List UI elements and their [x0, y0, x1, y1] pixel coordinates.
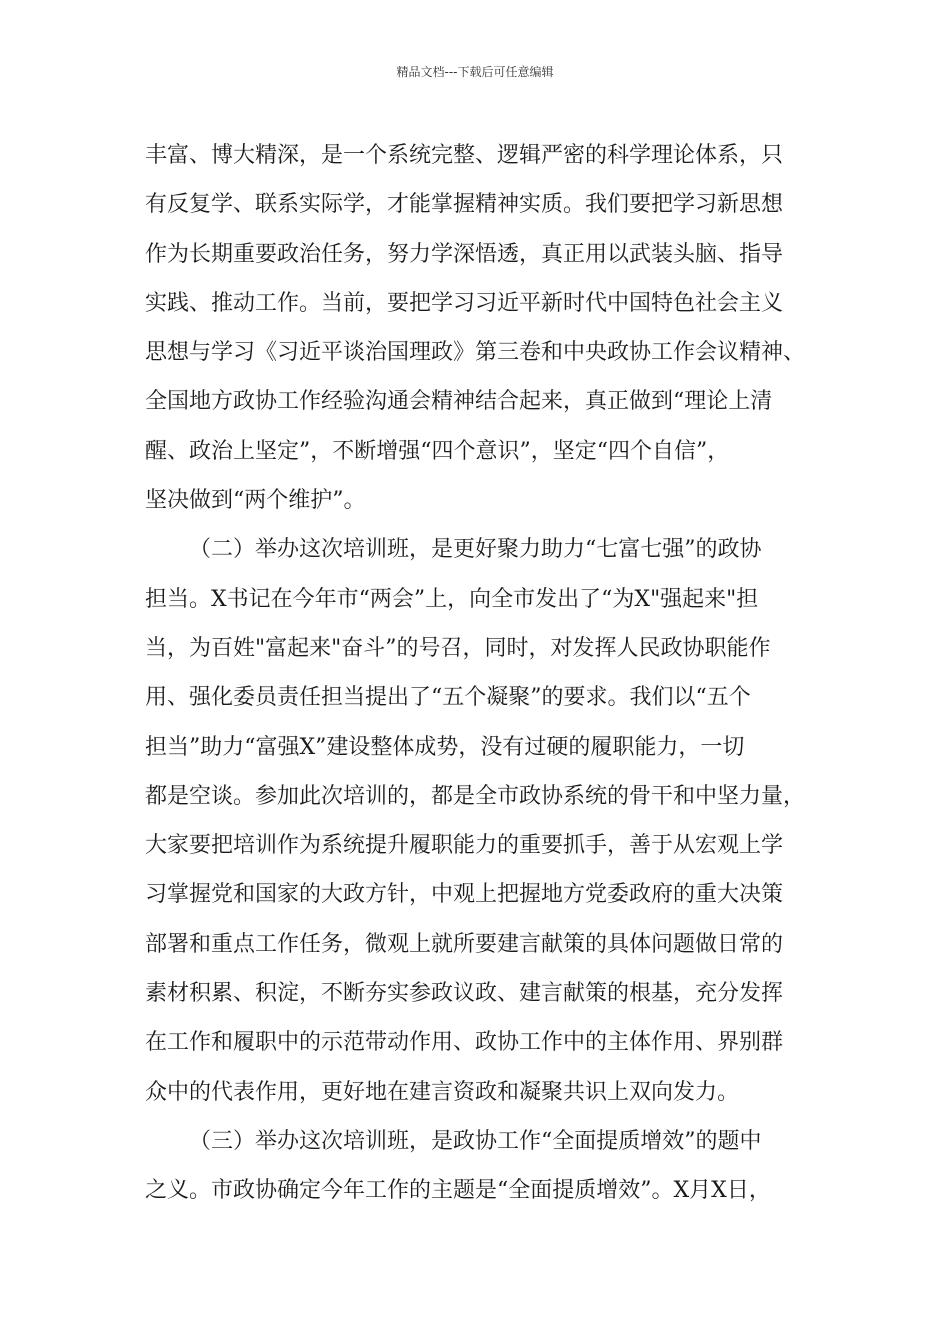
text-line: 之义。市政协确定今年工作的主题是“全面提质增效”。X月X日，: [145, 1178, 771, 1204]
text-line: 都是空谈。参加此次培训的，都是全市政协系统的骨干和中坚力量，: [145, 783, 806, 809]
text-line: 思想与学习《习近平谈治国理政》第三卷和中央政协工作会议精神、: [145, 340, 806, 366]
text-line: 作为长期重要政治任务，努力学深悟透，真正用以武装头脑、指导: [145, 241, 784, 267]
paragraph-start-line: （二）举办这次培训班，是更好聚力助力“七富七强”的政协: [189, 537, 762, 563]
text-line: 全国地方政协工作经验沟通会精神结合起来，真正做到“理论上清: [145, 389, 773, 415]
text-line: 担当。X书记在今年市“两会”上，向全市发出了“为X"强起来"担: [145, 586, 759, 612]
paragraph-start-line: （三）举办这次培训班，是政协工作“全面提质增效”的题中: [189, 1128, 762, 1154]
text-line: 部署和重点工作任务，微观上就所要建言献策的具体问题做日常的: [145, 931, 784, 957]
text-line: 素材积累、积淀，不断夯实参政议政、建言献策的根基，充分发挥: [145, 981, 784, 1007]
text-line: 实践、推动工作。当前，要把学习习近平新时代中国特色社会主义: [145, 290, 784, 316]
text-line: 众中的代表作用，更好地在建言资政和凝聚共识上双向发力。: [145, 1079, 740, 1105]
text-line: 担当”助力“富强X”建设整体成势，没有过硬的履职能力，一切: [145, 734, 745, 760]
text-line: 坚决做到“两个维护”。: [145, 488, 366, 514]
text-line: 大家要把培训作为系统提升履职能力的重要抓手，善于从宏观上学: [145, 833, 784, 859]
text-line: 醒、政治上坚定”，不断增强“四个意识”，坚定“四个自信”，: [145, 438, 730, 464]
page-header: 精品文档---下载后可任意编辑: [396, 65, 554, 79]
text-line: 丰富、博大精深，是一个系统完整、逻辑严密的科学理论体系，只: [145, 143, 784, 168]
text-line: 当，为百姓"富起来"奋斗”的号召，同时，对发挥人民政协职能作: [145, 635, 771, 661]
text-line: 用、强化委员责任担当提出了“五个凝聚”的要求。我们以“五个: [145, 685, 751, 711]
text-line: 有反复学、联系实际学，才能掌握精神实质。我们要把学习新思想: [145, 192, 784, 218]
text-line: 习掌握党和国家的大政方针，中观上把握地方党委政府的重大决策: [145, 882, 784, 908]
text-line: 在工作和履职中的示范带动作用、政协工作中的主体作用、界别群: [145, 1030, 784, 1056]
document-body: [145, 131, 810, 1216]
